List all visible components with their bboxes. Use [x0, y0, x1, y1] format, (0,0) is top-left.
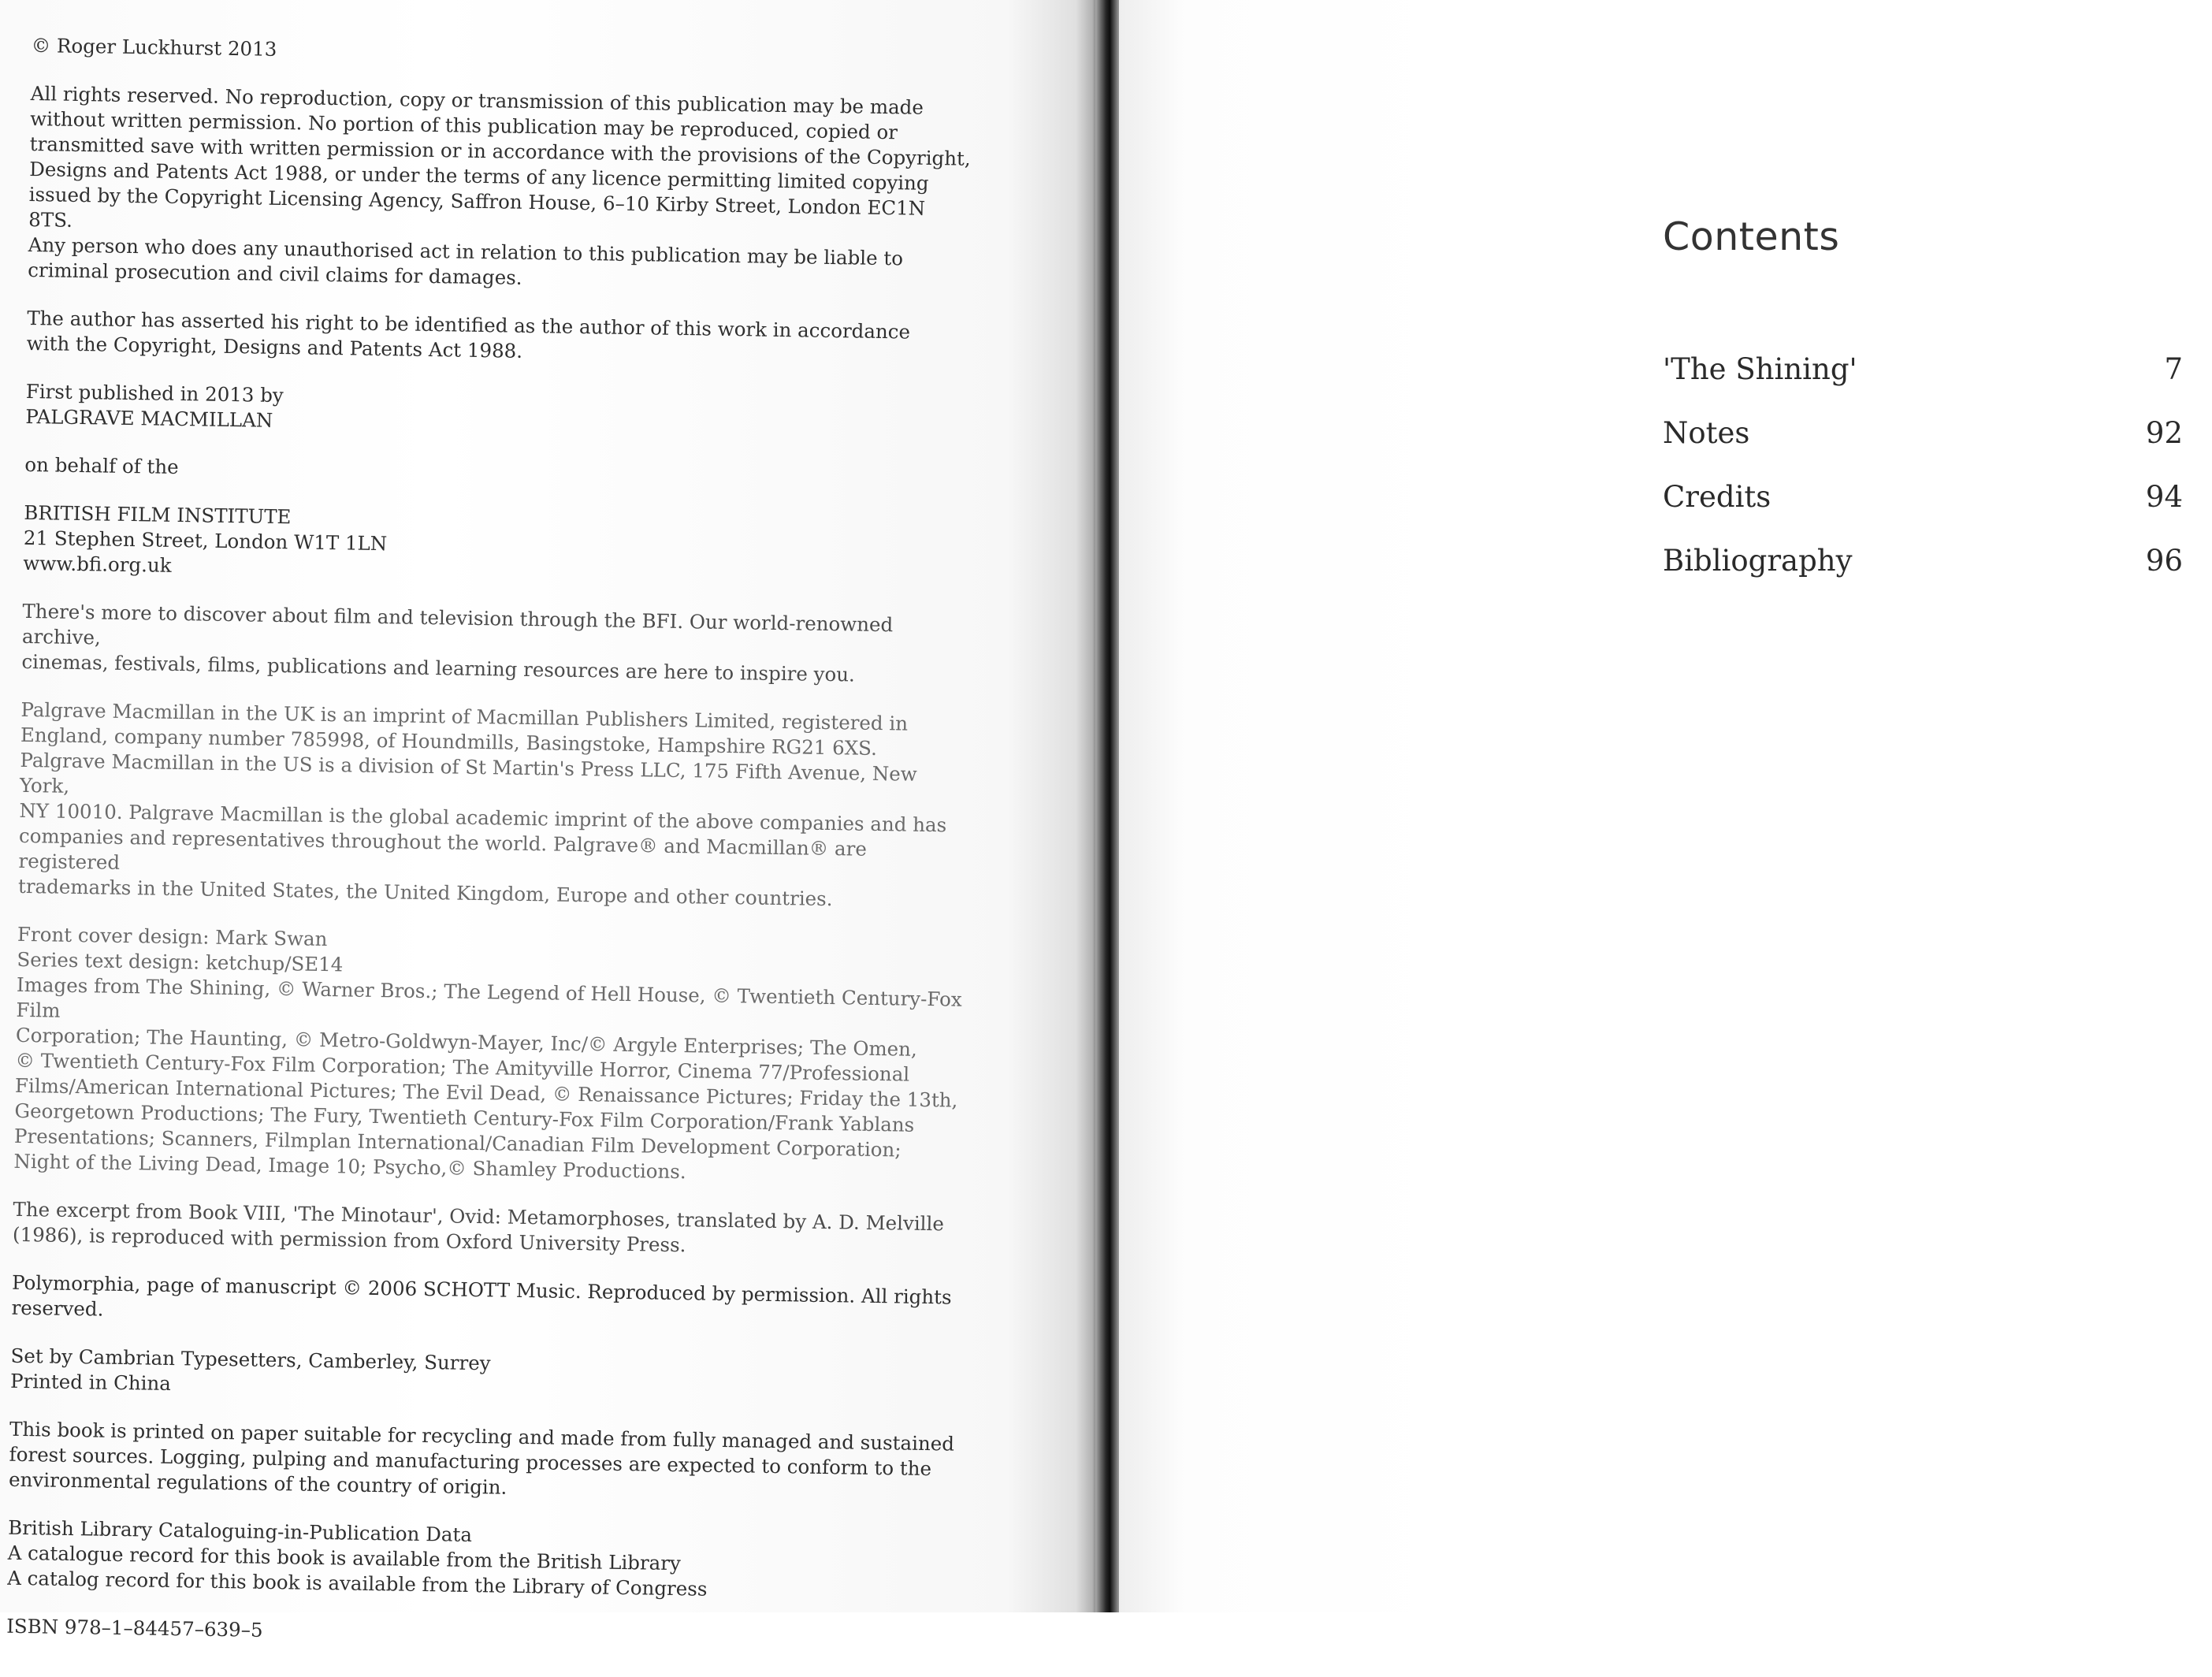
toc-entry-page: 92 — [2145, 416, 2183, 450]
bfi-address: BRITISH FILM INSTITUTE 21 Stephen Street, London W1T 1LN www.bfi.org.uk — [23, 500, 388, 577]
toc-entry-credits[interactable] — [1663, 480, 2183, 544]
author-rights-paragraph: The author has asserted his right to be identified as the author of this work in accordance with the Copyright, Designs and Patents Act 1988. — [26, 306, 911, 363]
bfi-promo-paragraph: There's more to discover about film and television through the BFI. Our world-renowned archive, cinemas, festivals, films, publications and learning resources are here to inspire you. — [21, 599, 894, 686]
palgrave-imprint-paragraph: Palgrave Macmillan in the UK is an imprint of Macmillan Publishers Limited, registered in England, company number 785998, of Houndmills, Basingstoke, Hampshire RG21 6XS. Palgrave Macmillan in the US is a division of St Martin's Press LLC, 175 Fifth Avenue, New York, NY 10010. Palgrave Macmillan is the global academic imprint of the above companies and has companies and representatives throughout the world. Palgrave® and Macmillan® are registered trademarks in the United States, the United Kingdom, Europe and other countries. — [17, 697, 947, 911]
polymorphia-credit: Polymorphia, page of manuscript © 2006 SCHOTT Music. Reproduced by permission. All rights reserved. — [11, 1270, 952, 1321]
publisher-line: First published in 2013 by PALGRAVE MACMILLAN — [25, 379, 284, 432]
copyright-page — [0, 0, 1095, 1642]
table-of-contents — [1663, 352, 2183, 608]
typesetter-line: Set by Cambrian Typesetters, Camberley, Surrey Printed in China — [9, 1344, 491, 1395]
toc-entry-label: 'The Shining' — [1663, 352, 1857, 386]
ovid-excerpt-paragraph: The excerpt from Book VIII, 'The Minotaur', Ovid: Metamorphoses, translated by A. D. Melville (1986), is reproduced with permission from Oxford University Press. — [12, 1197, 945, 1257]
toc-entry-page: 96 — [2145, 544, 2183, 578]
toc-entry-label: Credits — [1663, 480, 1771, 514]
toc-entry-label: Notes — [1663, 416, 1750, 450]
toc-entry-label: Bibliography — [1663, 544, 1853, 578]
toc-entry-notes[interactable] — [1663, 416, 2183, 480]
rights-reserved-paragraph: All rights reserved. No reproduction, copy or transmission of this publication may be made without written permission. No portion of this publication may be reproduced, copied or transmitted save with written permission or in accordance with the provisions of the Copyright, Designs and Patents Act 1988, or under the terms of any licence permitting limited copying issued by the Copyright Licensing Agency, Saffron House, 6–10 Kirby Street, London EC1N 8TS. Any person who does any unauthorised act in relation to this publication may be liable to criminal prosecution and civil claims for damages. — [28, 81, 971, 289]
copyright-text-block — [6, 33, 977, 1677]
toc-entry-the-shining[interactable] — [1663, 352, 2183, 416]
cataloguing-data: British Library Cataloguing-in-Publication Data A catalogue record for this book is available from the British Library A catalog record for this book is available from the Library of Congress — [6, 1515, 708, 1601]
on-behalf-line: on behalf of the — [24, 452, 179, 478]
toc-entry-bibliography[interactable] — [1663, 544, 2183, 608]
design-credits-paragraph: Front cover design: Mark Swan Series text design: ketchup/SE14 Images from The Shining, © Warner Bros.; The Legend of Hell House, © Twentieth Century-Fox Film Corporation; The Haunting, © Metro-Goldwyn-Mayer, Inc/© Argyle Enterprises; The Omen, © Twentieth Century-Fox Film Corporation; The Amityville Horror, Cinema 77/Professional Films/American International Pictures; The Evil Dead, © Renaissance Pictures; Friday the 13th, Georgetown Productions; The Fury, Twentieth Century-Fox Film Corporation/Frank Yablans Presentations; Scanners, Filmplan International/Canadian Film Development Corporation; Night of the Living Dead, Image 10; Psycho,© Shamley Productions. — [13, 922, 962, 1184]
paper-notice-paragraph: This book is printed on paper suitable for recycling and made from fully managed and sustained forest sources. Logging, pulping and manufacturing processes are expected to conform to the environmental regulations of the country of origin. — [8, 1417, 955, 1499]
toc-entry-page: 94 — [2145, 480, 2183, 514]
page-title: Contents — [1663, 214, 1840, 259]
contents-page — [1119, 0, 2212, 1612]
copyright-line: © Roger Luckhurst 2013 — [31, 33, 277, 61]
toc-entry-page: 7 — [2164, 352, 2183, 386]
isbn-line: ISBN 978–1–84457–639–5 — [6, 1614, 263, 1642]
